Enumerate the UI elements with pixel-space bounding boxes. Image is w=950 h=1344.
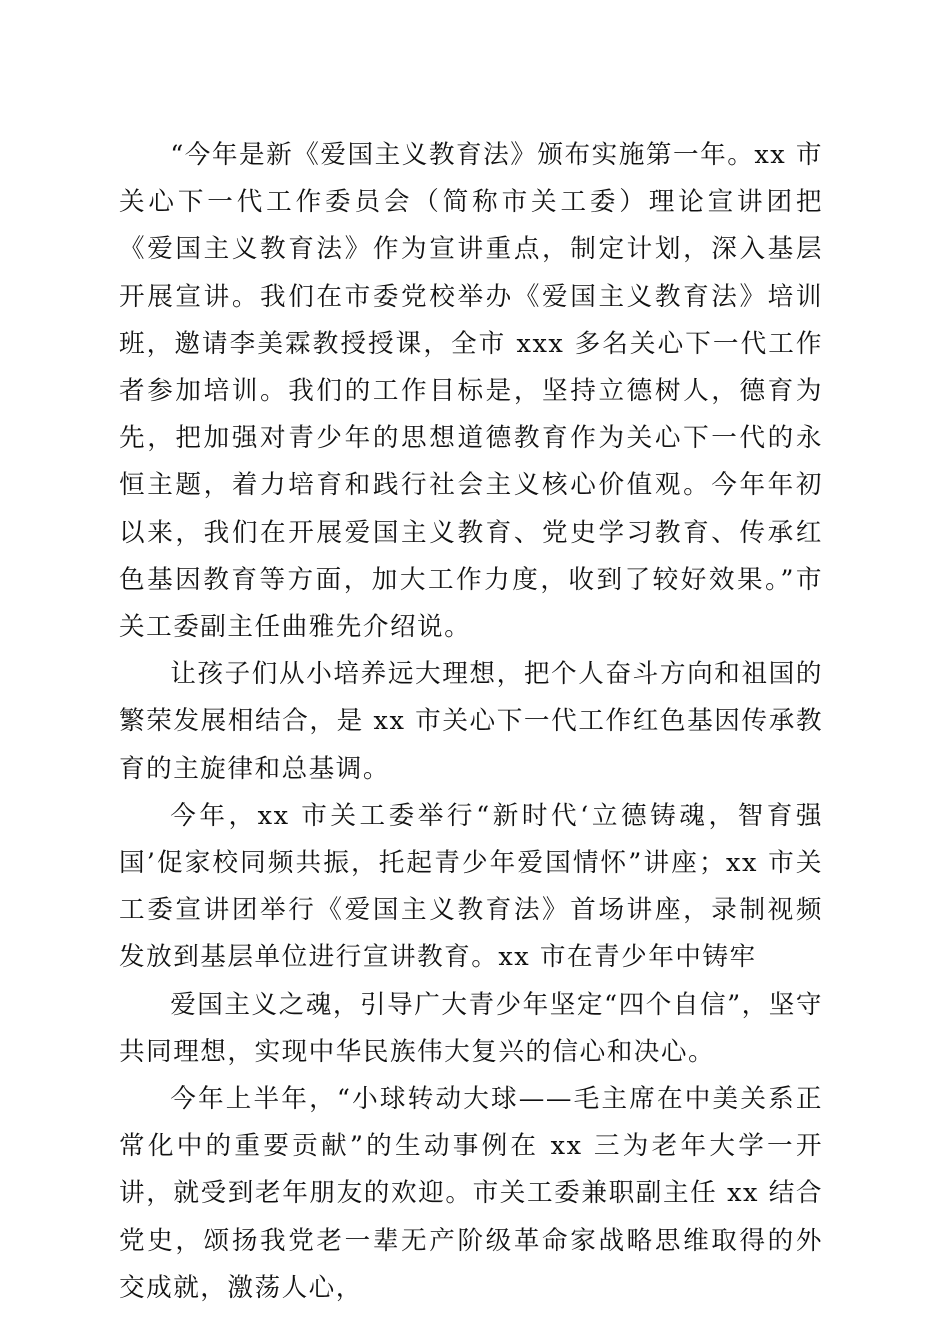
paragraph-5: 今年上半年，“小球转动大球——毛主席在中美关系正常化中的重要贡献”的生动事例在 xx 三为老年大学一开讲，就受到老年朋友的欢迎。市关工委兼职副主任 xx 结合党史，颂扬我党老一辈无产阶级革命家战略思维取得的外交成就，激荡人心，	[119, 1084, 823, 1303]
paragraph-2: 让孩子们从小培养远大理想，把个人奋斗方向和祖国的繁荣发展相结合，是 xx 市关心下一代工作红色基因传承教育的主旋律和总基调。	[119, 659, 823, 784]
document-body	[119, 132, 823, 1312]
paragraph-4: 爱国主义之魂，引导广大青少年坚定“四个自信”，坚守共同理想，实现中华民族伟大复兴的信心和决心。	[119, 989, 823, 1067]
paragraph-1: “今年是新《爱国主义教育法》颁布实施第一年。xx 市关心下一代工作委员会（简称市关工委）理论宣讲团把《爱国主义教育法》作为宣讲重点，制定计划，深入基层开展宣讲。我们在市委党校举办《爱国主义教育法》培训班，邀请李美霖教授授课，全市 xxx 多名关心下一代工作者参加培训。我们的工作目标是，坚持立德树人，德育为先，把加强对青少年的思想道德教育作为关心下一代的永恒主题，着力培育和践行社会主义核心价值观。今年年初以来，我们在开展爱国主义教育、党史学习教育、传承红色基因教育等方面，加大工作力度，收到了较好效果。”市关工委副主任曲雅先介绍说。	[119, 140, 823, 643]
paragraph-3: 今年，xx 市关工委举行“新时代‘立德铸魂，智育强国’促家校同频共振，托起青少年爱国情怀”讲座；xx 市关工委宣讲团举行《爱国主义教育法》首场讲座，录制视频发放到基层单位进行宣讲教育。xx 市在青少年中铸牢	[119, 800, 823, 973]
